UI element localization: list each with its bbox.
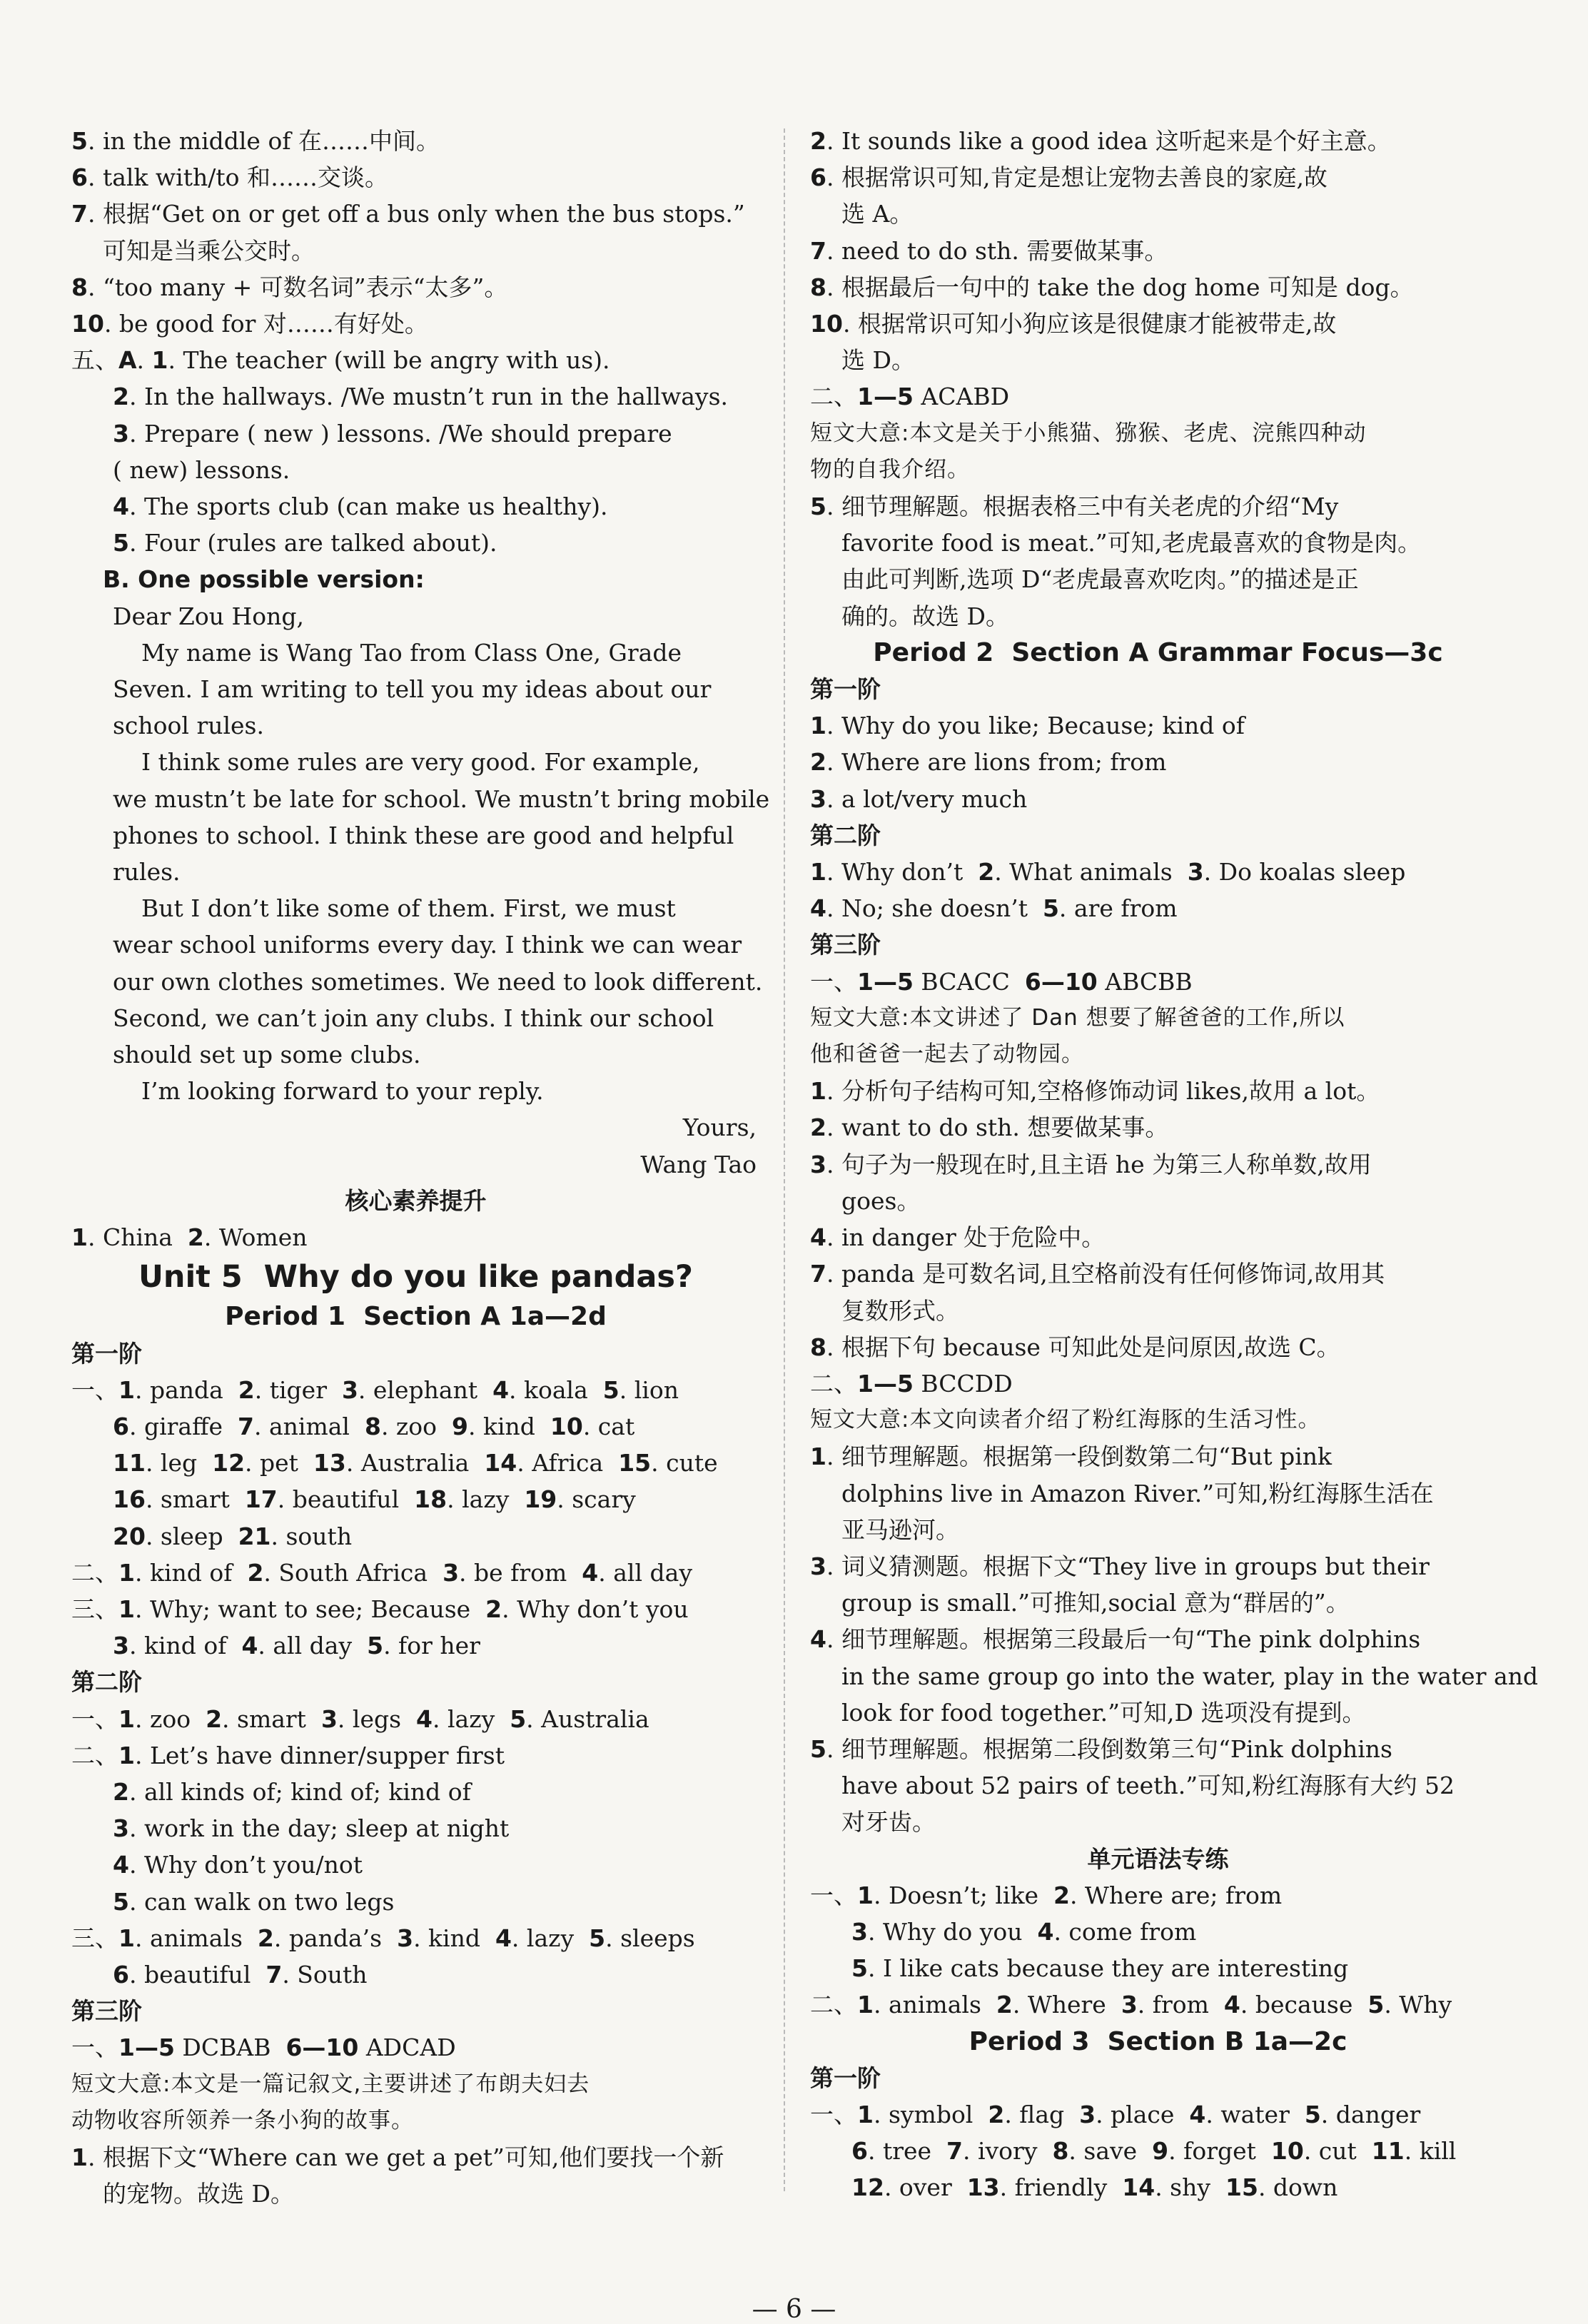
answer-line: 1. Why don’t 2. What animals 3. Do koalas sleep <box>810 858 1406 886</box>
number-label: 1 <box>810 1443 826 1471</box>
number-label: 1 <box>857 2100 874 2128</box>
number-label: 2 <box>113 1777 129 1806</box>
number-label: 5 <box>589 1924 606 1952</box>
answer-line: look for food together.”可知,D 选项没有提到。 <box>841 1698 1366 1727</box>
number-label: 1 <box>71 2143 88 2171</box>
number-label: 4 <box>582 1558 599 1587</box>
number-label: 3 <box>320 1704 338 1733</box>
answer-line: 亚马逊河。 <box>841 1515 959 1544</box>
summary-line: 短文大意:本文向读者介绍了粉红海豚的生活习性。 <box>810 1407 1321 1433</box>
number-label: 5 <box>851 1954 868 1983</box>
answer-line: 3. kind of 4. all day 5. for her <box>113 1632 480 1660</box>
number-label: 3 <box>113 1814 129 1843</box>
answer-line: 1. 细节理解题。根据第一段倒数第二句“But pink <box>810 1443 1332 1471</box>
number-label: 8 <box>364 1412 381 1440</box>
answer-line: 1. 根据下文“Where can we get a pet”可知,他们要找一个新 <box>71 2143 724 2171</box>
number-label: 5 <box>113 529 129 557</box>
period-title: Period 2 Section A Grammar Focus—3c <box>873 637 1443 667</box>
number-label: 3 <box>1121 1991 1138 2019</box>
answer-line: 4. No; she doesn’t 5. are from <box>810 894 1178 923</box>
number-label: 6 <box>71 163 88 192</box>
letter-line: our own clothes sometimes. We need to look different. <box>113 967 763 996</box>
answer-line: 选 D。 <box>841 346 915 375</box>
letter-line: I’m looking forward to your reply. <box>141 1077 544 1106</box>
answer-line: 8. “too many + 可数名词”表示“太多”。 <box>71 273 508 301</box>
number-label: 1 <box>151 346 168 375</box>
answer-line: 1. 分析句子结构可知,空格修饰动词 likes,故用 a lot。 <box>810 1077 1380 1106</box>
level-heading: 第三阶 <box>810 931 881 959</box>
answer-line: 二、1—5 ACABD <box>810 383 1010 411</box>
number-label: 13 <box>313 1449 346 1477</box>
answer-line: 2. It sounds like a good idea 这听起来是个好主意。 <box>810 127 1391 155</box>
number-label: 4 <box>492 1375 510 1404</box>
number-label: 1 <box>71 1223 88 1252</box>
summary-line: 短文大意:本文讲述了 Dan 想要了解爸爸的工作,所以 <box>810 1004 1345 1031</box>
letter-line: we mustn’t be late for school. We mustn’t bring mobile <box>113 784 770 813</box>
number-label: 1—5 <box>857 1369 914 1398</box>
answer-line: 5. in the middle of 在……中间。 <box>71 127 440 155</box>
answer-line: 由此可判断,选项 D“老虎最喜欢吃肉。”的描述是正 <box>841 565 1359 594</box>
number-label: 3 <box>810 1150 826 1178</box>
answer-line: 1. Why do you like; Because; kind of <box>810 712 1245 740</box>
right-column <box>810 123 1539 2206</box>
answer-line: 6. giraffe 7. animal 8. zoo 9. kind 10. cat <box>113 1412 635 1440</box>
answer-line: 5. 细节理解题。根据第二段倒数第三句“Pink dolphins <box>810 1734 1392 1763</box>
number-label: 10 <box>1270 2137 1304 2166</box>
letter-line: rules. <box>113 858 181 886</box>
answer-line: group is small.”可推知,social 意为“群居的”。 <box>841 1589 1350 1617</box>
number-label: 5 <box>810 1734 826 1763</box>
letter-line: Dear Zou Hong, <box>113 602 304 630</box>
summary-line: 短文大意:本文是关于小熊猫、猕猴、老虎、浣熊四种动 <box>810 420 1367 446</box>
number-label: 1 <box>118 1595 135 1623</box>
answer-line: 7. need to do sth. 需要做某事。 <box>810 236 1168 265</box>
number-label: 1—5 <box>857 967 914 996</box>
letter-line: But I don’t like some of them. First, we must <box>141 894 676 923</box>
answer-line: 可知是当乘公交时。 <box>103 236 315 265</box>
period-title: Period 1 Section A 1a—2d <box>225 1302 607 1332</box>
number-label: 5 <box>113 1887 129 1916</box>
number-label: 15 <box>1225 2173 1258 2202</box>
section-label <box>71 561 760 597</box>
answer-line: 3. 句子为一般现在时,且主语 he 为第三人称单数,故用 <box>810 1150 1372 1178</box>
answer-line: 8. 根据下句 because 可知此处是问原因,故选 C。 <box>810 1333 1340 1361</box>
answer-line: 4. Why don’t you/not <box>113 1851 363 1879</box>
number-label: 6—10 <box>285 2034 359 2062</box>
number-label: 14 <box>484 1449 517 1477</box>
unit-title: Unit 5 Why do you like pandas? <box>138 1259 693 1295</box>
page-number: — 6 — <box>752 2295 836 2324</box>
number-label: 1—5 <box>857 383 914 411</box>
number-label: 4 <box>416 1704 433 1733</box>
number-label: 7 <box>71 200 88 228</box>
number-label: 3 <box>851 1917 868 1946</box>
answer-line: 一、1—5 DCBAB 6—10 ADCAD <box>71 2034 456 2062</box>
number-label: 1—5 <box>118 2034 175 2062</box>
number-label: 2 <box>996 1991 1013 2019</box>
number-label: 21 <box>238 1522 271 1550</box>
section-heading: 核心素养提升 <box>345 1186 487 1215</box>
number-label: 2 <box>113 383 129 411</box>
number-label: 7 <box>810 236 826 265</box>
number-label: 11 <box>113 1449 146 1477</box>
number-label: 10 <box>810 310 843 338</box>
left-column <box>71 123 770 2212</box>
answer-line: 5. 细节理解题。根据表格三中有关老虎的介绍“My <box>810 492 1339 521</box>
answer-line: have about 52 pairs of teeth.”可知,粉红海豚有大约 52 <box>841 1772 1455 1800</box>
number-label: B. One possible version: <box>103 565 425 594</box>
answer-line: 3. Prepare ( new ) lessons. /We should prepare <box>113 419 672 448</box>
number-label: 5 <box>71 127 88 155</box>
number-label: 17 <box>244 1485 278 1514</box>
letter-line: wear school uniforms every day. I think we can wear <box>113 931 742 959</box>
letter-line: I think some rules are very good. For example, <box>141 748 700 777</box>
number-label: 8 <box>810 273 826 301</box>
summary-line: 物的自我介绍。 <box>810 456 970 483</box>
answer-line: 一、1. panda 2. tiger 3. elephant 4. koala 5. lion <box>71 1375 679 1404</box>
letter-line: school rules. <box>113 712 264 740</box>
answer-line: 一、1. Doesn’t; like 2. Where are; from <box>810 1881 1283 1909</box>
number-label: 2 <box>206 1704 223 1733</box>
number-label: 6 <box>113 1960 129 1989</box>
number-label: 2 <box>1053 1881 1070 1909</box>
answer-line: 五、A. 1. The teacher (will be angry with us). <box>71 346 610 375</box>
number-label: 16 <box>113 1485 146 1514</box>
number-label: 5 <box>367 1632 384 1660</box>
answer-line: 二、1. kind of 2. South Africa 3. be from 4. all day <box>71 1558 692 1587</box>
number-label: 18 <box>414 1485 447 1514</box>
answer-line: 一、1. symbol 2. flag 3. place 4. water 5. danger <box>810 2100 1421 2128</box>
number-label: 3 <box>113 419 129 448</box>
level-heading: 第一阶 <box>810 675 881 704</box>
number-label: 6 <box>810 163 826 192</box>
number-label: 4 <box>1037 1917 1054 1946</box>
number-label: 4 <box>113 492 129 521</box>
number-label: 1 <box>810 712 826 740</box>
number-label: 3 <box>397 1924 414 1952</box>
number-label: 3 <box>810 784 826 813</box>
answer-line: 复数形式。 <box>841 1296 959 1325</box>
level-heading: 第一阶 <box>71 1339 142 1368</box>
number-label: A <box>118 346 137 375</box>
number-label: 4 <box>1189 2100 1206 2128</box>
answer-line: 2. In the hallways. /We mustn’t run in the hallways. <box>113 383 729 411</box>
answer-line: 确的。故选 D。 <box>841 602 1009 630</box>
answer-line: 5. can walk on two legs <box>113 1887 395 1916</box>
number-label: 4 <box>1223 1991 1240 2019</box>
letter-closing: Yours, <box>682 1113 757 1142</box>
answer-line: 4. 细节理解题。根据第三段最后一句“The pink dolphins <box>810 1625 1421 1654</box>
number-label: 2 <box>978 858 995 886</box>
number-label: 10 <box>71 310 104 338</box>
number-label: 3 <box>442 1558 460 1587</box>
number-label: 8 <box>1052 2137 1069 2166</box>
summary-line: 短文大意:本文是一篇记叙文,主要讲述了布朗夫妇去 <box>71 2071 590 2097</box>
number-label: 12 <box>212 1449 246 1477</box>
letter-line: should set up some clubs. <box>113 1041 421 1069</box>
number-label: 2 <box>485 1595 502 1623</box>
number-label: 8 <box>71 273 88 301</box>
answer-line: 3. work in the day; sleep at night <box>113 1814 510 1843</box>
number-label: 5 <box>1367 1991 1385 2019</box>
number-label: 15 <box>618 1449 652 1477</box>
answer-line: 5. Four (rules are talked about). <box>113 529 497 557</box>
summary-line: 他和爸爸一起去了动物园。 <box>810 1041 1084 1068</box>
number-label: 20 <box>113 1522 146 1550</box>
answer-line: 二、1—5 BCCDD <box>810 1369 1013 1398</box>
number-label: 4 <box>113 1851 129 1879</box>
number-label: 5 <box>1042 894 1059 923</box>
number-label: 2 <box>810 127 826 155</box>
number-label: 19 <box>524 1485 557 1514</box>
level-heading: 第一阶 <box>810 2063 881 2092</box>
answer-line: 11. leg 12. pet 13. Australia 14. Africa 15. cute <box>113 1449 718 1477</box>
number-label: 5 <box>810 492 826 521</box>
answer-line: 二、1. Let’s have dinner/supper first <box>71 1741 505 1769</box>
answer-line: 8. 根据最后一句中的 take the dog home 可知是 dog。 <box>810 273 1414 301</box>
answer-line: dolphins live in Amazon River.”可知,粉红海豚生活在 <box>841 1479 1434 1507</box>
column-divider <box>784 128 785 2191</box>
summary-line: 动物收容所领养一条小狗的故事。 <box>71 2107 414 2133</box>
answer-line: 6. 根据常识可知,肯定是想让宠物去善良的家庭,故 <box>810 163 1327 192</box>
number-label: 4 <box>495 1924 512 1952</box>
level-heading: 第二阶 <box>810 821 881 849</box>
answer-line: 4. The sports club (can make us healthy). <box>113 492 608 521</box>
number-label: 6 <box>113 1412 129 1440</box>
number-label: 3 <box>810 1552 826 1580</box>
answer-line: 3. a lot/very much <box>810 784 1028 813</box>
answer-line: favorite food is meat.”可知,老虎最喜欢的食物是肉。 <box>841 529 1422 557</box>
answer-line: 2. all kinds of; kind of; kind of <box>113 1777 471 1806</box>
answer-line: 一、1. zoo 2. smart 3. legs 4. lazy 5. Australia <box>71 1704 649 1733</box>
answer-line: 一、1—5 BCACC 6—10 ABCBB <box>810 967 1193 996</box>
answer-line: 6. beautiful 7. South <box>113 1960 368 1989</box>
answer-line: 20. sleep 21. south <box>113 1522 353 1550</box>
number-label: 1 <box>118 1558 135 1587</box>
number-label: 4 <box>810 1625 826 1654</box>
number-label: 14 <box>1122 2173 1155 2202</box>
number-label: 5 <box>602 1375 619 1404</box>
answer-line: 的宠物。故选 D。 <box>103 2180 294 2208</box>
number-label: 2 <box>238 1375 255 1404</box>
answer-line: 16. smart 17. beautiful 18. lazy 19. scary <box>113 1485 636 1514</box>
number-label: 10 <box>550 1412 583 1440</box>
answer-line: 三、1. animals 2. panda’s 3. kind 4. lazy 5. sleeps <box>71 1924 695 1952</box>
number-label: 1 <box>118 1924 135 1952</box>
letter-line: My name is Wang Tao from Class One, Grade <box>141 638 682 667</box>
answer-line: 10. 根据常识可知小狗应该是很健康才能被带走,故 <box>810 310 1337 338</box>
answer-line: in the same group go into the water, play in the water and <box>841 1662 1539 1690</box>
number-label: 3 <box>113 1632 129 1660</box>
answer-line: 10. be good for 对……有好处。 <box>71 310 428 338</box>
level-heading: 第三阶 <box>71 1997 142 2026</box>
number-label: 8 <box>810 1333 826 1361</box>
number-label: 4 <box>810 894 826 923</box>
section-heading: 单元语法专练 <box>1087 1844 1229 1873</box>
number-label: 5 <box>510 1704 527 1733</box>
answer-line: 选 A。 <box>841 200 914 228</box>
number-label: 7 <box>810 1260 826 1288</box>
period-title: Period 3 Section B 1a—2c <box>969 2026 1347 2056</box>
number-label: 4 <box>241 1632 258 1660</box>
number-label: 6 <box>851 2137 868 2166</box>
answer-line: 3. Why do you 4. come from <box>851 1917 1197 1946</box>
answer-line: 6. tree 7. ivory 8. save 9. forget 10. cut 11. kill <box>851 2137 1457 2166</box>
letter-line: phones to school. I think these are good and helpful <box>113 821 734 849</box>
number-label: 11 <box>1371 2137 1405 2166</box>
number-label: 3 <box>1187 858 1204 886</box>
answer-line: 1. China 2. Women <box>71 1223 308 1252</box>
number-label: 9 <box>1152 2137 1169 2166</box>
number-label: 5 <box>1304 2100 1321 2128</box>
number-label: 2 <box>247 1558 264 1587</box>
answer-line: 二、1. animals 2. Where 3. from 4. because 5. Why <box>810 1991 1452 2019</box>
answer-line: ( new) lessons. <box>113 455 290 484</box>
answer-line: 2. Where are lions from; from <box>810 748 1167 777</box>
answer-line: 2. want to do sth. 想要做某事。 <box>810 1113 1169 1142</box>
number-label: 3 <box>341 1375 358 1404</box>
number-label: 2 <box>988 2100 1005 2128</box>
answer-line: 6. talk with/to 和……交谈。 <box>71 163 388 192</box>
answer-line: 7. panda 是可数名词,且空格前没有任何修饰词,故用其 <box>810 1260 1385 1288</box>
number-label: 1 <box>857 1881 874 1909</box>
number-label: 2 <box>810 1113 826 1142</box>
number-label: 9 <box>452 1412 468 1440</box>
letter-line: Seven. I am writing to tell you my ideas about our <box>113 675 712 704</box>
letter-line: Second, we can’t join any clubs. I think our school <box>113 1004 714 1032</box>
answer-line: goes。 <box>841 1186 921 1215</box>
answer-line: 4. in danger 处于危险中。 <box>810 1223 1106 1252</box>
number-label: 6—10 <box>1024 967 1098 996</box>
number-label: 13 <box>966 2173 1000 2202</box>
number-label: 2 <box>257 1924 274 1952</box>
number-label: 7 <box>265 1960 283 1989</box>
number-label: 1 <box>857 1991 874 2019</box>
answer-line: 三、1. Why; want to see; Because 2. Why don’t you <box>71 1595 689 1623</box>
number-label: 7 <box>946 2137 963 2166</box>
answer-line: 对牙齿。 <box>841 1808 936 1837</box>
number-label: 7 <box>238 1412 254 1440</box>
number-label: 1 <box>118 1704 135 1733</box>
number-label: 3 <box>1079 2100 1096 2128</box>
number-label: 2 <box>810 748 826 777</box>
answer-line: 3. 词义猜测题。根据下文“They live in groups but their <box>810 1552 1430 1580</box>
number-label: 1 <box>118 1375 135 1404</box>
answer-line: 7. 根据“Get on or get off a bus only when the bus stops.” <box>71 200 745 228</box>
number-label: 2 <box>187 1223 204 1252</box>
number-label: 1 <box>810 1077 826 1106</box>
letter-signature: Wang Tao <box>640 1150 757 1178</box>
answer-line: 5. I like cats because they are interesting <box>851 1954 1349 1983</box>
level-heading: 第二阶 <box>71 1668 142 1697</box>
number-label: 4 <box>810 1223 826 1252</box>
number-label: 1 <box>810 858 826 886</box>
number-label: 1 <box>118 1741 135 1769</box>
answer-line: 12. over 13. friendly 14. shy 15. down <box>851 2173 1338 2202</box>
number-label: 12 <box>851 2173 884 2202</box>
